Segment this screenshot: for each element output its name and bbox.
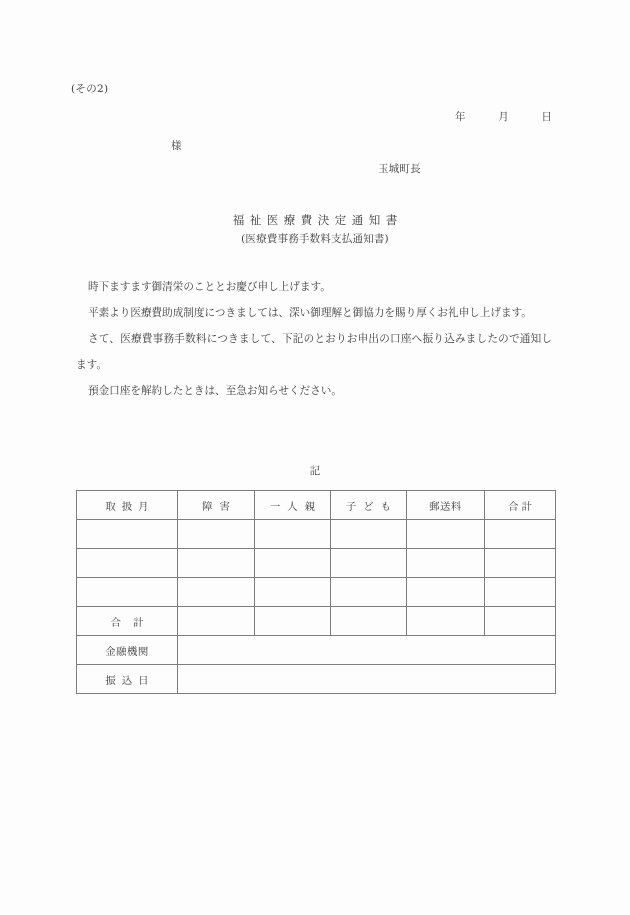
table-header-row xyxy=(77,491,556,520)
body-paragraph-3: さて、医療費事務手数料につきまして、下記のとおりお申出の口座へ振り込みましたので通知します。 xyxy=(76,333,552,371)
date-day-label: 日 xyxy=(541,111,552,123)
total-cell-total[interactable] xyxy=(485,607,556,636)
date-year-label: 年 xyxy=(455,111,466,123)
cell-children[interactable] xyxy=(331,578,407,607)
total-cell-children[interactable] xyxy=(331,607,407,636)
form-number-label: (その2) xyxy=(71,83,109,95)
document-title: 福祉医療費決定通知書 xyxy=(232,213,403,227)
cell-children[interactable] xyxy=(331,549,407,578)
transfer-date-label: 振込日 xyxy=(77,665,178,694)
financial-institution-label: 金融機関 xyxy=(77,636,178,665)
cell-disability[interactable] xyxy=(178,549,255,578)
header-single-parent: 一人親 xyxy=(255,491,331,520)
cell-total[interactable] xyxy=(485,578,556,607)
header-total: 合計 xyxy=(485,491,556,520)
ki-mark: 記 xyxy=(309,465,321,477)
cell-handling-month[interactable] xyxy=(77,578,178,607)
table-row xyxy=(77,578,556,607)
total-cell-disability[interactable] xyxy=(178,607,255,636)
cell-postage[interactable] xyxy=(407,520,485,549)
cell-handling-month[interactable] xyxy=(77,520,178,549)
body-text xyxy=(76,274,552,404)
total-cell-single-parent[interactable] xyxy=(255,607,331,636)
cell-children[interactable] xyxy=(331,520,407,549)
table-row xyxy=(77,520,556,549)
transfer-date-row xyxy=(77,665,556,694)
table-total-row xyxy=(77,607,556,636)
header-children: 子ども xyxy=(331,491,407,520)
total-row-label: 合計 xyxy=(77,607,178,636)
fee-table xyxy=(76,490,556,694)
date-month-label: 月 xyxy=(498,111,509,123)
body-paragraph-1: 時下ますます御清栄のこととお慶び申し上げます。 xyxy=(88,281,331,293)
cell-postage[interactable] xyxy=(407,549,485,578)
header-postage: 郵送料 xyxy=(407,491,485,520)
header-disability: 障害 xyxy=(178,491,255,520)
cell-total[interactable] xyxy=(485,520,556,549)
cell-disability[interactable] xyxy=(178,578,255,607)
cell-single-parent[interactable] xyxy=(255,549,331,578)
transfer-date-value[interactable] xyxy=(178,665,556,694)
body-paragraph-4: 預金口座を解約したときは、至急お知らせください。 xyxy=(88,385,342,397)
cell-handling-month[interactable] xyxy=(77,549,178,578)
table-row xyxy=(77,549,556,578)
cell-single-parent[interactable] xyxy=(255,520,331,549)
cell-disability[interactable] xyxy=(178,520,255,549)
cell-single-parent[interactable] xyxy=(255,578,331,607)
date-line xyxy=(455,109,552,124)
issuer-name: 玉城町長 xyxy=(378,163,421,175)
body-paragraph-2: 平素より医療費助成制度につきましては、深い御理解と御協力を賜り厚くお礼申し上げます。 xyxy=(88,307,532,319)
financial-institution-value[interactable] xyxy=(178,636,556,665)
total-cell-postage[interactable] xyxy=(407,607,485,636)
financial-institution-row xyxy=(77,636,556,665)
document-subtitle: (医療費事務手数料支払通知書) xyxy=(241,233,389,245)
cell-postage[interactable] xyxy=(407,578,485,607)
cell-total[interactable] xyxy=(485,549,556,578)
addressee-honorific: 様 xyxy=(171,140,182,152)
header-handling-month: 取扱月 xyxy=(77,491,178,520)
